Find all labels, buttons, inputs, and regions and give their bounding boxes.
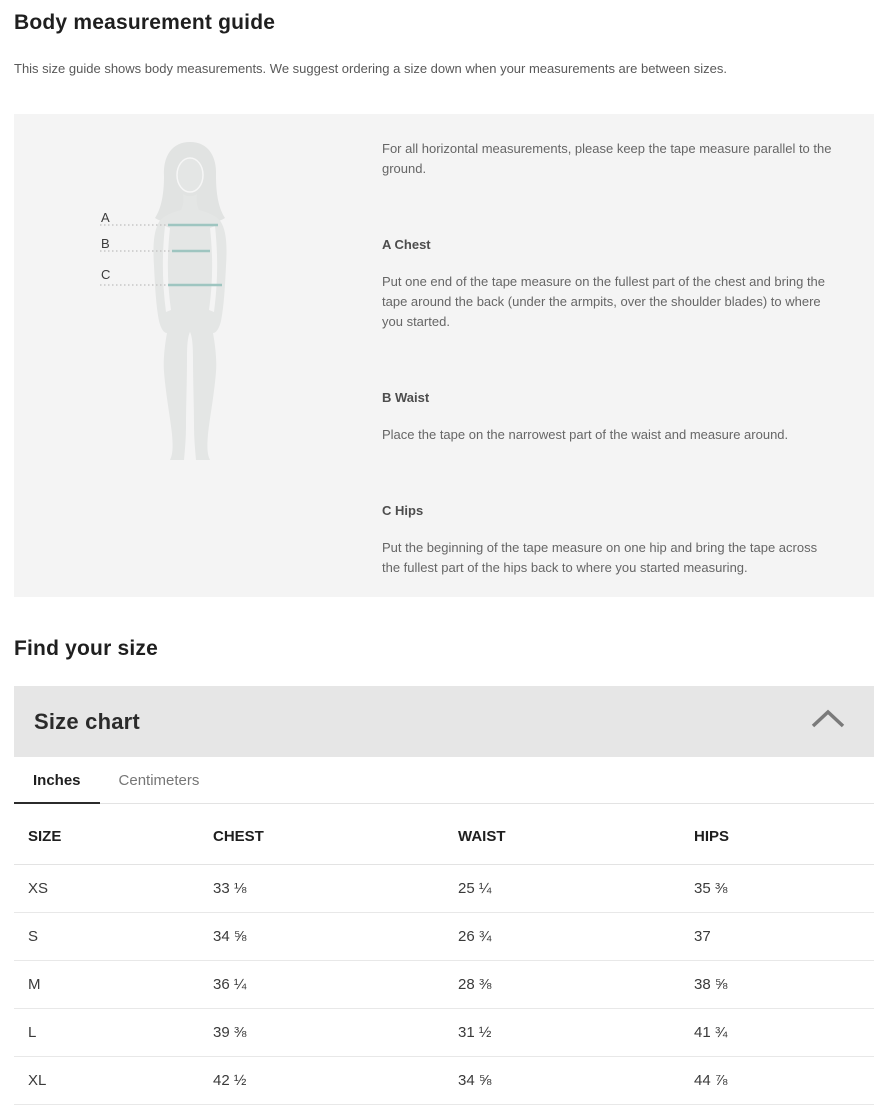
instruction-chest-label: A Chest	[382, 237, 431, 252]
column-header-waist: WAIST	[444, 804, 680, 865]
cell-hips: 41 ¾	[680, 1009, 874, 1057]
cell-size: S	[14, 913, 199, 961]
label-c: C	[101, 267, 111, 282]
measurement-labels	[101, 210, 110, 282]
body-figure	[14, 114, 382, 597]
table-header-row	[14, 804, 874, 865]
cell-waist: 28 ⅜	[444, 961, 680, 1009]
label-b: B	[101, 236, 110, 251]
size-chart-accordion-header[interactable]	[14, 686, 874, 757]
size-chart-accordion-label: Size chart	[34, 708, 140, 734]
column-header-chest: CHEST	[199, 804, 444, 865]
label-a: A	[101, 210, 110, 225]
cell-waist: 31 ½	[444, 1009, 680, 1057]
cell-hips: 35 ⅜	[680, 865, 874, 913]
table-row-l	[14, 1009, 874, 1057]
tab-centimeters[interactable]: Centimeters	[100, 757, 219, 804]
instructions-intro: For all horizontal measurements, please keep the tape measure parallel to the ground.	[382, 141, 832, 176]
table-row-xs	[14, 865, 874, 913]
page-subtitle: This size guide shows body measurements. We suggest ordering a size down when your measurements are between sizes.	[14, 61, 727, 76]
cell-waist: 34 ⅝	[444, 1057, 680, 1105]
column-header-hips: HIPS	[680, 804, 874, 865]
column-header-size: SIZE	[14, 804, 199, 865]
cell-waist: 25 ¼	[444, 865, 680, 913]
page-title: Body measurement guide	[14, 11, 276, 34]
cell-size: XL	[14, 1057, 199, 1105]
cell-chest: 34 ⅝	[199, 913, 444, 961]
cell-chest: 36 ¼	[199, 961, 444, 1009]
tab-inches[interactable]: Inches	[14, 757, 100, 804]
instruction-hips-text: Put the beginning of the tape measure on one hip and bring the tape across the fullest part of the hips back to where you started measuring.	[382, 540, 818, 575]
instruction-waist	[382, 388, 836, 445]
cell-size: M	[14, 961, 199, 1009]
chevron-up-icon	[810, 709, 846, 734]
silhouette-face	[177, 158, 203, 192]
measurement-guide-panel	[14, 114, 874, 597]
table-row-m	[14, 961, 874, 1009]
cell-hips: 37	[680, 913, 874, 961]
cell-size: L	[14, 1009, 199, 1057]
instruction-hips-label: C Hips	[382, 503, 424, 518]
table-row-xl	[14, 1057, 874, 1105]
find-your-size-title: Find your size	[14, 637, 158, 660]
cell-waist: 26 ¾	[444, 913, 680, 961]
cell-hips: 44 ⅞	[680, 1057, 874, 1105]
instruction-chest	[382, 235, 836, 332]
cell-hips: 38 ⅝	[680, 961, 874, 1009]
cell-size: XS	[14, 865, 199, 913]
instruction-hips	[382, 501, 836, 578]
size-chart-table	[14, 804, 874, 1105]
cell-chest: 39 ⅜	[199, 1009, 444, 1057]
cell-chest: 42 ½	[199, 1057, 444, 1105]
instruction-waist-text: Place the tape on the narrowest part of the waist and measure around.	[382, 427, 789, 442]
instruction-chest-text: Put one end of the tape measure on the fullest part of the chest and bring the tape around the back (under the armpits, over the shoulder blades) to where you started.	[382, 274, 826, 329]
unit-tabs	[14, 757, 874, 804]
body-silhouette-illustration	[14, 114, 382, 597]
table-row-s	[14, 913, 874, 961]
measurement-instructions	[382, 114, 874, 597]
instruction-waist-label: B Waist	[382, 390, 430, 405]
cell-chest: 33 ⅛	[199, 865, 444, 913]
